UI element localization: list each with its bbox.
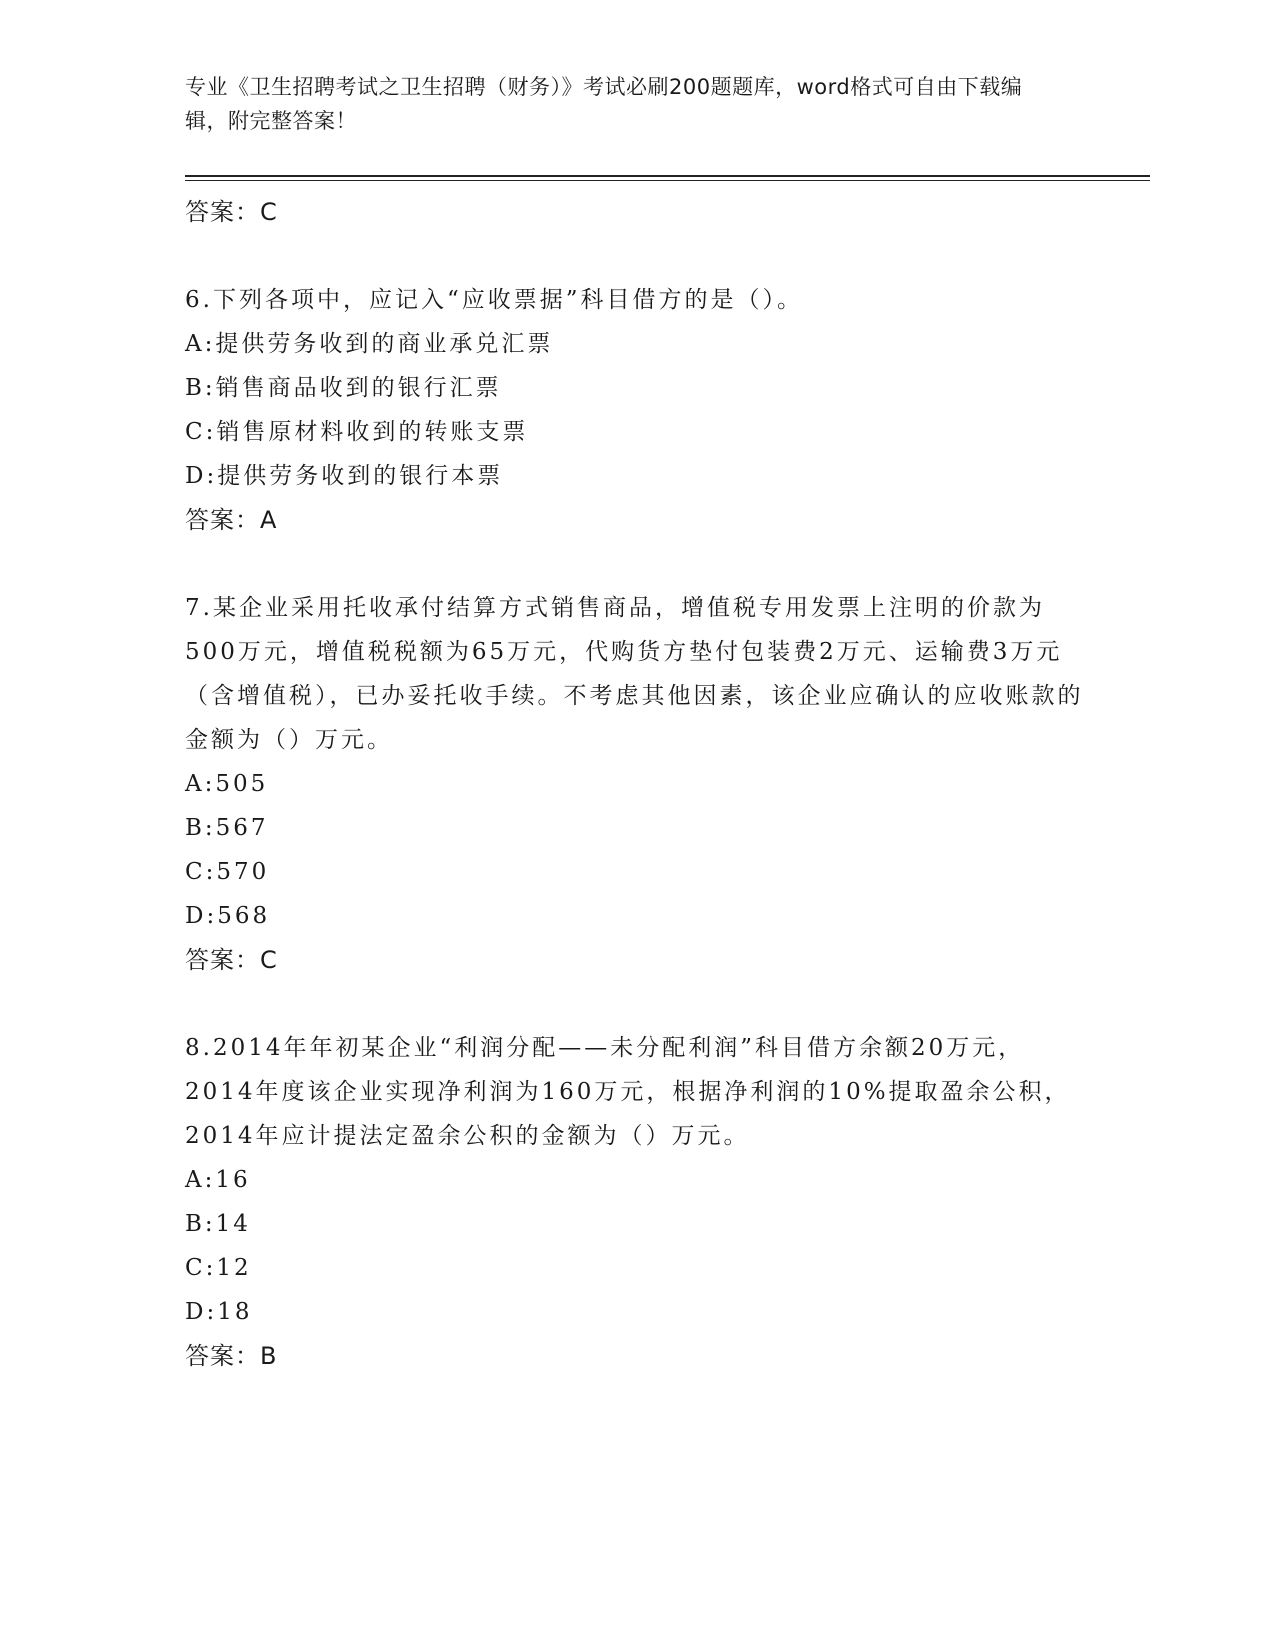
question-stem: 6.下列各项中，应记入“应收票据”科目借方的是（）。 (185, 287, 803, 313)
question-answer: 答案：A (185, 506, 278, 534)
option-b: B:567 (185, 815, 269, 841)
question-8 (185, 1026, 1085, 1378)
question-6 (185, 278, 1085, 542)
question-answer: 答案：C (185, 946, 278, 974)
option-b: B:销售商品收到的银行汇票 (185, 375, 502, 401)
option-d: D:提供劳务收到的银行本票 (185, 463, 504, 489)
document-body (185, 190, 1085, 1378)
question-7 (185, 586, 1085, 982)
option-b: B:14 (185, 1211, 251, 1237)
question-stem: 7.某企业采用托收承付结算方式销售商品，增值税专用发票上注明的价款为500万元，增值税税额为65万元，代购货方垫付包装费2万元、运输费3万元（含增值税），已办妥托收手续。不考虑其他因素，该企业应确认的应收账款的金额为（）万元。 (185, 595, 1084, 753)
previous-answer: 答案：C (185, 198, 278, 226)
question-answer: 答案：B (185, 1342, 278, 1370)
header-divider (185, 175, 1150, 181)
option-a: A:505 (185, 771, 269, 797)
option-c: C:12 (185, 1255, 252, 1281)
page-header: 专业《卫生招聘考试之卫生招聘（财务）》考试必刷200题题库，word格式可自由下载编辑，附完整答案！ (185, 75, 1023, 133)
option-a: A:提供劳务收到的商业承兑汇票 (185, 331, 554, 357)
option-c: C:570 (185, 859, 270, 885)
option-c: C:销售原材料收到的转账支票 (185, 419, 529, 445)
option-d: D:18 (185, 1299, 253, 1325)
option-a: A:16 (185, 1167, 251, 1193)
option-d: D:568 (185, 903, 271, 929)
question-stem: 8.2014年年初某企业“利润分配——未分配利润”科目借方余额20万元，2014年度该企业实现净利润为160万元，根据净利润的10%提取盈余公积，2014年应计提法定盈余公积的金额为（）万元。 (185, 1035, 1071, 1149)
